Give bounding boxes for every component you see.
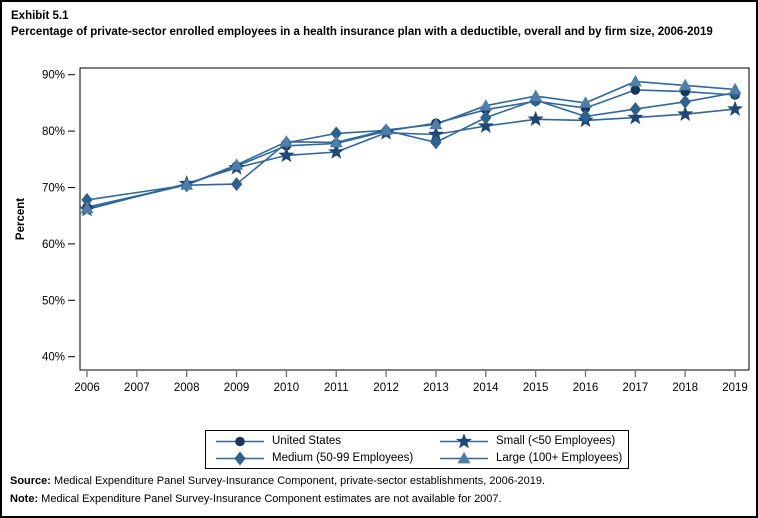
series-markers-star [80,102,741,215]
svg-text:2013: 2013 [423,382,449,394]
legend-item-large [440,450,624,467]
series-line [87,109,735,209]
svg-text:2015: 2015 [522,382,549,394]
legend-item-medium [216,450,440,467]
svg-text:2010: 2010 [273,382,300,394]
svg-text:2014: 2014 [473,382,499,394]
small-star-marker-icon [440,434,488,449]
series-markers-triangle [81,76,740,213]
note-label: Note: [10,492,39,505]
svg-text:2018: 2018 [672,382,698,394]
legend-marker-svg [216,451,264,466]
y-axis-label: Percent [15,197,27,241]
medium-diamond-marker-icon [216,451,264,466]
legend [205,430,629,469]
svg-text:50%: 50% [41,295,65,308]
united-states-circle-marker-icon [216,434,264,449]
page-title: Percentage of private-sector enrolled employees in a health insurance plan with a deductible, overall and by firm size, 2006-2019 [11,25,713,38]
legend-label-small: Small (<50 Employees) [496,434,616,447]
source-text: Medical Expenditure Panel Survey-Insurance Component, private-sector establishments, 2006-2019. [50,475,546,487]
legend-marker-svg [440,451,488,466]
svg-text:2019: 2019 [722,382,748,394]
exhibit-label: Exhibit 5.1 [11,10,69,22]
svg-text:90%: 90% [41,69,65,82]
source-label: Source: [10,475,51,487]
legend-item-small [440,433,624,450]
svg-text:80%: 80% [41,126,65,139]
source-line [10,473,754,491]
note-text: Medical Expenditure Panel Survey-Insurance Component estimates are not available for 2007. [38,492,502,505]
legend-label-united-states: United States [272,434,342,447]
legend-marker-svg [440,434,488,449]
footnotes [10,473,754,508]
x-axis [74,371,748,394]
legend-label-medium: Medium (50-99 Employees) [272,451,414,464]
svg-text:2009: 2009 [223,382,250,394]
legend-marker-svg [216,434,264,449]
y-axis [42,70,75,364]
svg-text:60%: 60% [41,238,65,251]
svg-text:2007: 2007 [124,382,150,394]
series-markers-circle [83,86,740,212]
svg-text:2016: 2016 [572,382,599,394]
legend-item-united-states [216,433,440,450]
svg-text:2006: 2006 [74,382,100,394]
plot-frame [80,68,749,370]
svg-text:40%: 40% [41,351,65,364]
svg-text:70%: 70% [41,182,65,195]
svg-text:2012: 2012 [373,382,399,394]
note-line [10,491,754,509]
legend-label-large: Large (100+ Employees) [496,451,623,464]
large-triangle-marker-icon [440,451,488,466]
svg-text:2011: 2011 [323,382,349,394]
svg-text:2017: 2017 [622,382,649,394]
svg-text:2008: 2008 [173,382,200,394]
series-markers-diamond [82,87,740,207]
